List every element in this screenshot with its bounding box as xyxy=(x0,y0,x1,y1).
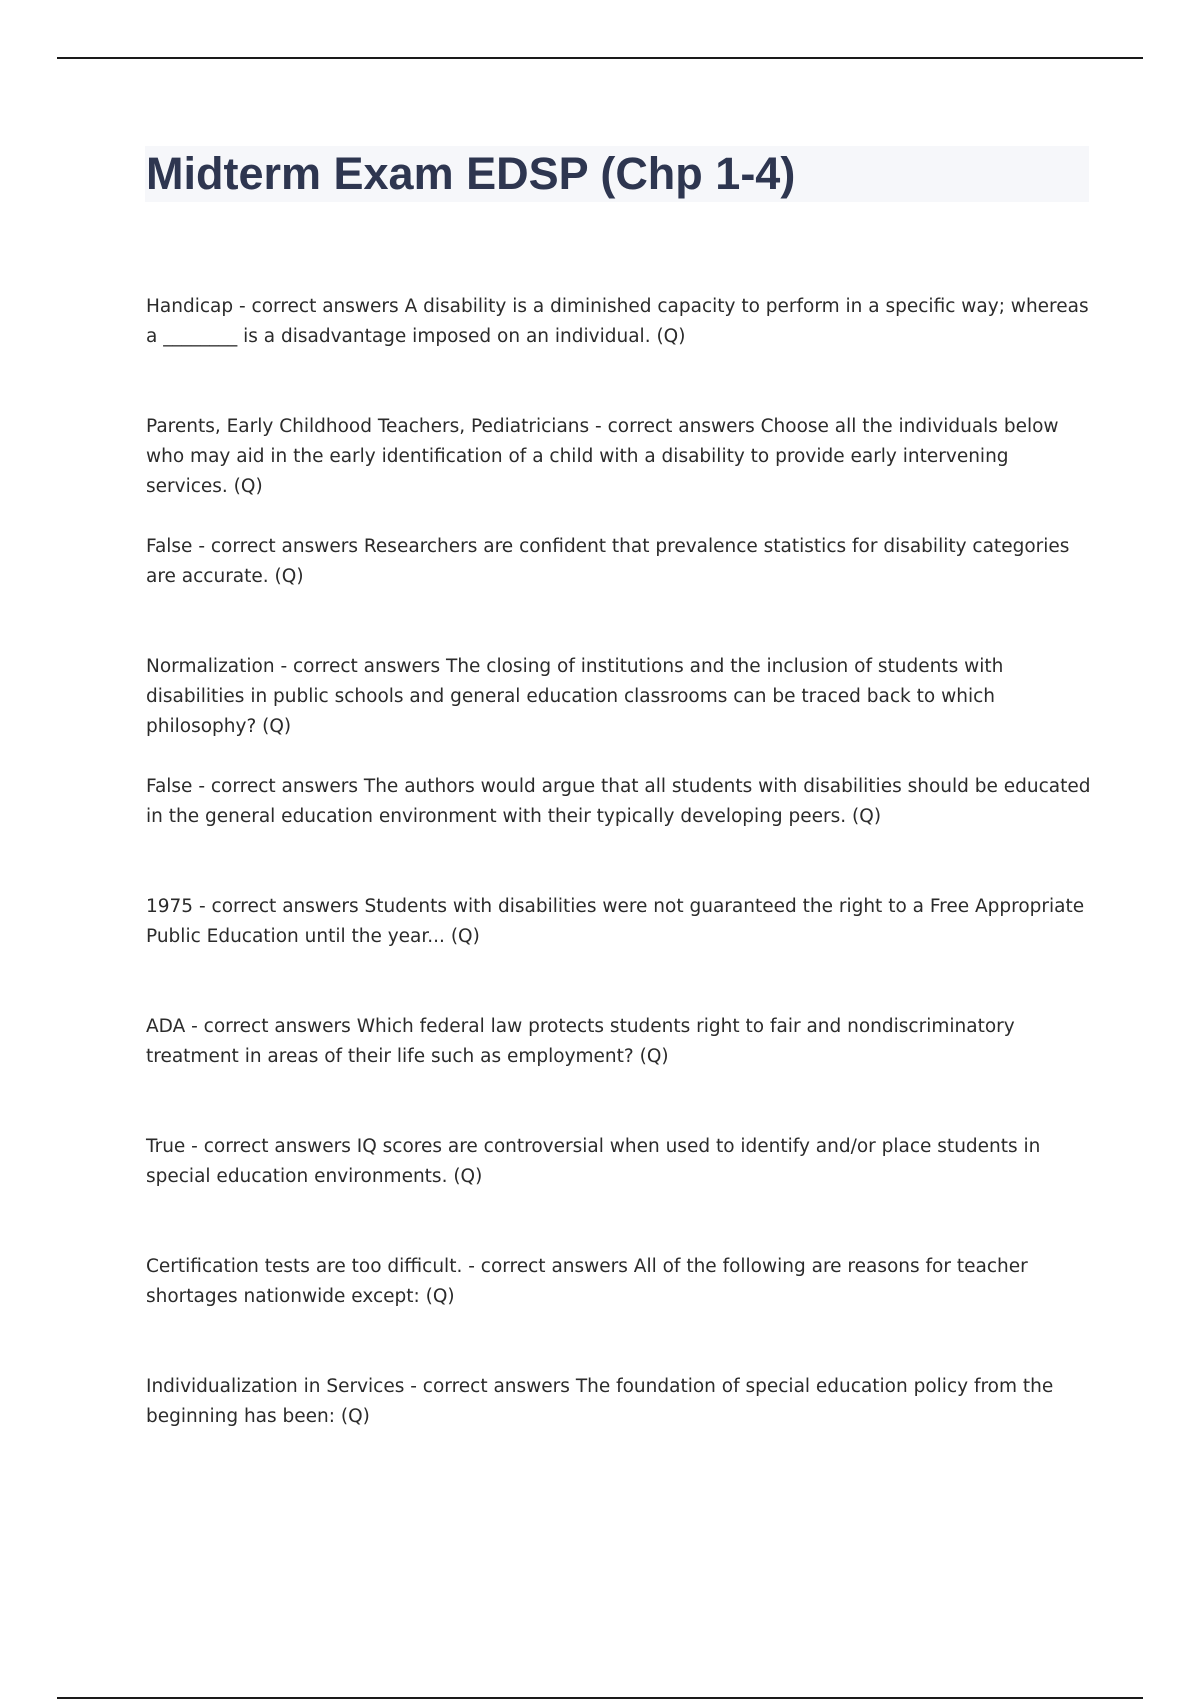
question-suffix: (Q) xyxy=(227,476,263,497)
qa-list xyxy=(146,292,1096,1492)
qa-item xyxy=(146,772,1096,832)
question-text: The closing of institutions and the inclusion of students with disabilities in public schools and general education classrooms can be traced back to which philosophy? xyxy=(146,656,1004,737)
question-suffix: (Q) xyxy=(268,566,304,587)
answer-label: correct answers xyxy=(203,1136,351,1157)
question-suffix: (Q) xyxy=(444,926,480,947)
question-text: A disability is a diminished capacity to perform in a specific way; whereas a ________ is a disadvantage imposed on an individual. xyxy=(146,296,1089,347)
answer-label: correct answers xyxy=(422,1376,570,1397)
answer-text: Parents, Early Childhood Teachers, Pediatricians xyxy=(146,416,590,437)
question-suffix: (Q) xyxy=(846,806,882,827)
question-text: Which federal law protects students right to fair and nondiscriminatory treatment in areas of their life such as employment? xyxy=(146,1016,1015,1067)
answer-text: Normalization xyxy=(146,656,275,677)
question-suffix: (Q) xyxy=(650,326,686,347)
question-text: IQ scores are controversial when used to identify and/or place students in special education environments. xyxy=(146,1136,1041,1187)
document-title: Midterm Exam EDSP (Chp 1-4) xyxy=(146,148,796,199)
bottom-divider xyxy=(57,1697,1143,1699)
qa-item xyxy=(146,652,1096,737)
qa-item xyxy=(146,412,1096,497)
qa-item xyxy=(146,892,1096,952)
answer-label: correct answers xyxy=(480,1256,628,1277)
qa-item xyxy=(146,1252,1096,1312)
question-text: The foundation of special education policy from the beginning has been: xyxy=(146,1376,1054,1427)
question-text: Researchers are confident that prevalence statistics for disability categories are accurate. xyxy=(146,536,1070,587)
separator: - xyxy=(589,416,608,437)
question-text: Students with disabilities were not guaranteed the right to a Free Appropriate Public Education until the year... xyxy=(146,896,1085,947)
answer-text: False xyxy=(146,536,193,557)
answer-text: 1975 xyxy=(146,896,194,917)
qa-item xyxy=(146,532,1096,592)
question-text: The authors would argue that all students with disabilities should be educated in the general education environment with their typically developing peers. xyxy=(146,776,1091,827)
qa-item xyxy=(146,292,1096,352)
answer-text: ADA xyxy=(146,1016,186,1037)
separator: - xyxy=(462,1256,481,1277)
qa-item xyxy=(146,1012,1096,1072)
separator: - xyxy=(185,1136,204,1157)
answer-label: correct answers xyxy=(210,776,359,797)
answer-text: Certification tests are too difficult. xyxy=(146,1256,463,1277)
qa-item xyxy=(146,1132,1096,1192)
answer-label: correct answers xyxy=(293,656,441,677)
answer-text: Individualization in Services xyxy=(146,1376,405,1397)
answer-text: Handicap xyxy=(146,296,234,317)
separator: - xyxy=(233,296,252,317)
separator: - xyxy=(185,1016,204,1037)
separator: - xyxy=(274,656,293,677)
question-suffix: (Q) xyxy=(256,716,292,737)
separator: - xyxy=(192,536,211,557)
question-text: Choose all the individuals below who may aid in the early identification of a child with a disability to provide early intervening services. xyxy=(146,416,1059,497)
separator: - xyxy=(192,776,211,797)
answer-label: correct answers xyxy=(251,296,399,317)
top-divider xyxy=(57,57,1143,59)
question-suffix: (Q) xyxy=(447,1166,483,1187)
question-suffix: (Q) xyxy=(335,1406,370,1427)
question-suffix: (Q) xyxy=(419,1286,455,1307)
question-text: All of the following are reasons for teacher shortages nationwide except: xyxy=(146,1256,1028,1307)
answer-text: False xyxy=(146,776,193,797)
answer-label: correct answers xyxy=(607,416,755,437)
answer-label: correct answers xyxy=(210,536,359,557)
question-suffix: (Q) xyxy=(633,1046,669,1067)
separator: - xyxy=(193,896,212,917)
answer-label: correct answers xyxy=(211,896,359,917)
qa-item xyxy=(146,1372,1096,1432)
separator: - xyxy=(404,1376,423,1397)
answer-label: correct answers xyxy=(203,1016,351,1037)
answer-text: True xyxy=(146,1136,186,1157)
